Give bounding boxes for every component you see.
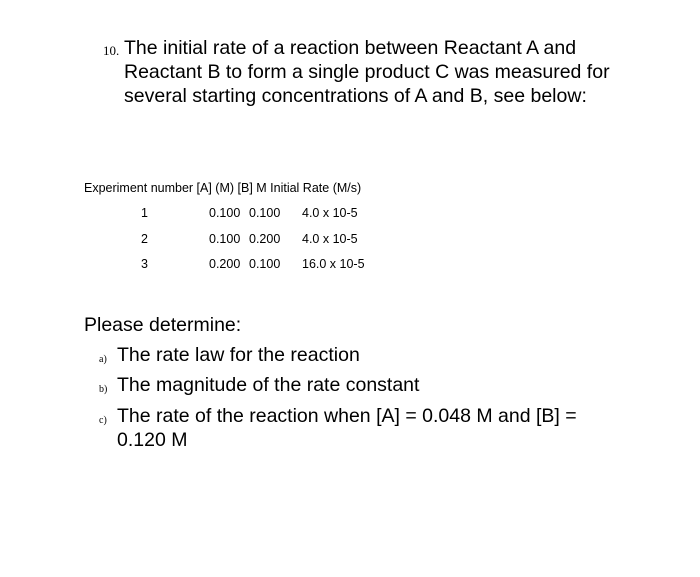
part-letter: a) [99, 354, 107, 365]
question-number: 10. [103, 43, 120, 58]
concentration-b-cell: 0.100 [249, 257, 281, 271]
question-text: The initial rate of a reaction between Reactant A and Reactant B to form a single product C was measured for several starting concentrations of A and B, see below: [124, 37, 610, 107]
experiment-number-cell: 3 [141, 257, 148, 271]
concentration-b-cell: 0.100 [249, 206, 281, 220]
initial-rate-cell: 4.0 x 10-5 [302, 232, 358, 246]
table-row [0, 206, 700, 222]
part-text: The rate of the reaction when [A] = 0.048 M and [B] = 0.120 M [117, 405, 577, 451]
part-letter: b) [99, 384, 108, 395]
experiment-number-cell: 2 [141, 232, 148, 246]
part-letter: c) [99, 415, 107, 426]
part-text: The magnitude of the rate constant [117, 374, 420, 396]
concentration-b-cell: 0.200 [249, 232, 281, 246]
prompt-heading: Please determine: [84, 314, 242, 336]
concentration-a-cell: 0.100 [209, 232, 241, 246]
table-header: Experiment number [A] (M) [B] M Initial Rate (M/s) [84, 181, 362, 195]
part-text: The rate law for the reaction [117, 344, 360, 366]
table-row [0, 232, 700, 248]
concentration-a-cell: 0.200 [209, 257, 241, 271]
initial-rate-cell: 4.0 x 10-5 [302, 206, 358, 220]
initial-rate-cell: 16.0 x 10-5 [302, 257, 365, 271]
experiment-number-cell: 1 [141, 206, 148, 220]
concentration-a-cell: 0.100 [209, 206, 241, 220]
table-row [0, 257, 700, 273]
